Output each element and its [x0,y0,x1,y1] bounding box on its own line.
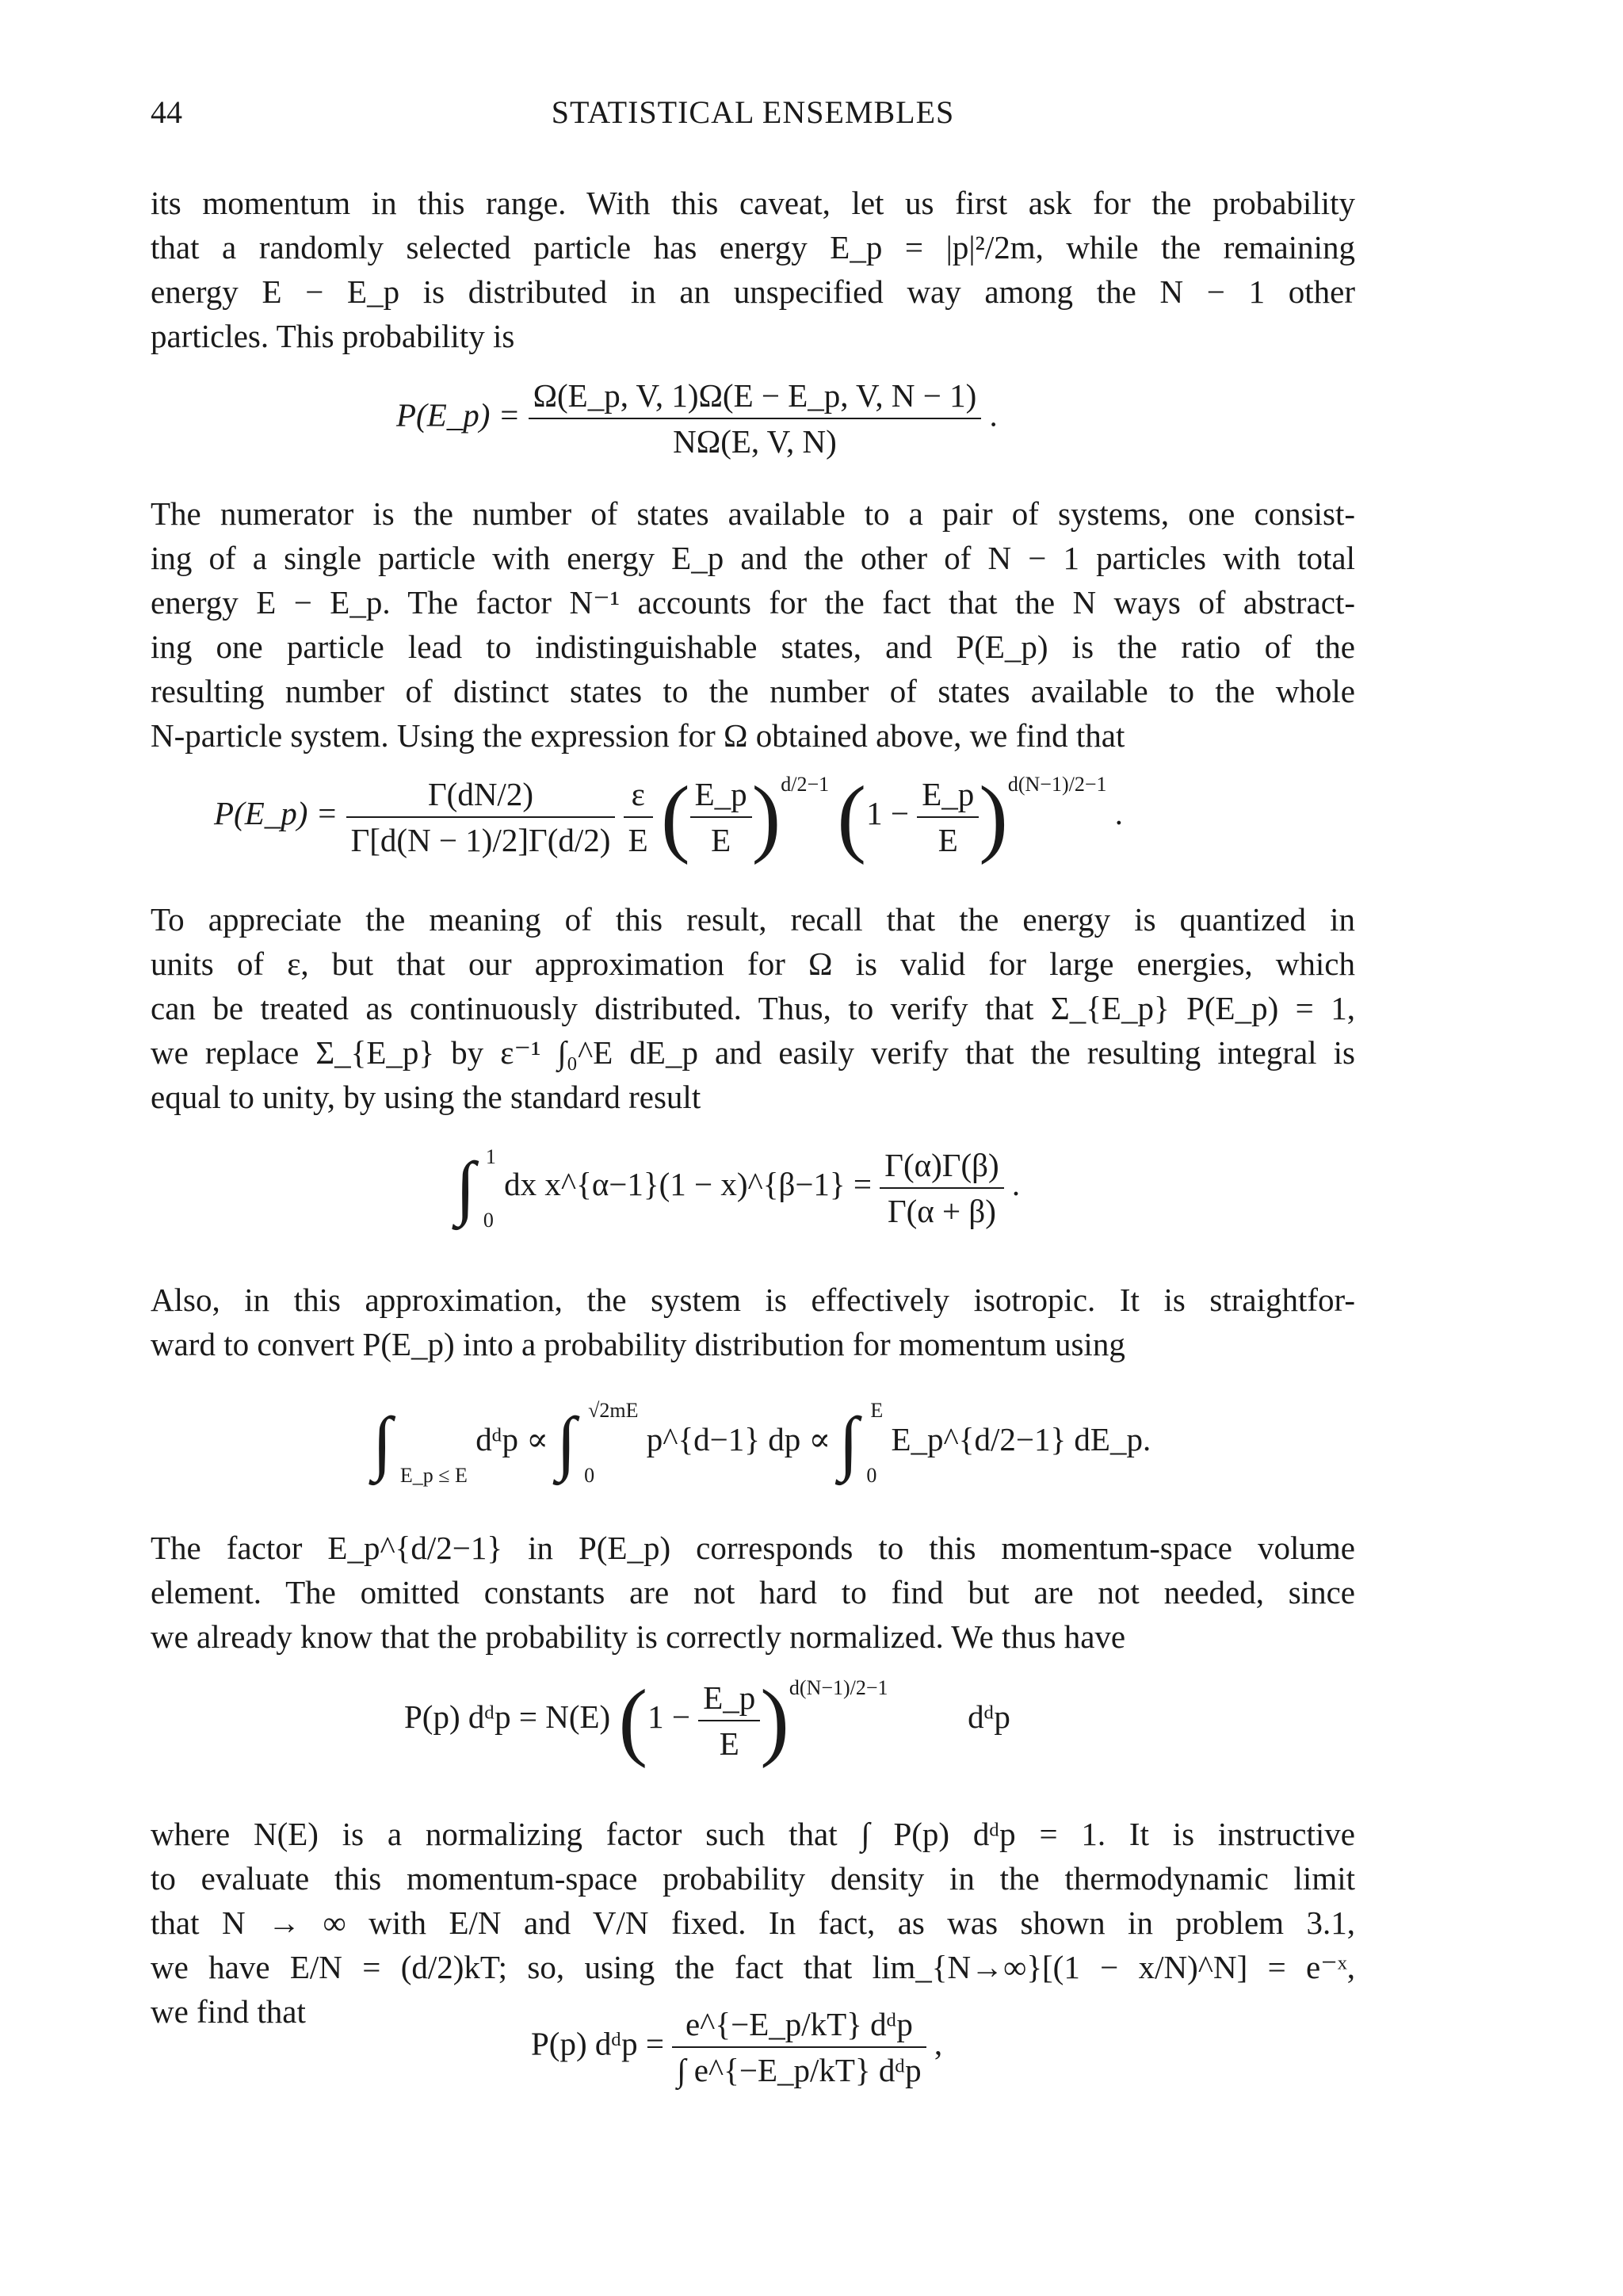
exponent: d(N−1)/2−1 [789,1676,888,1699]
integrand: dx x^{α−1}(1 − x)^{β−1} = [504,1166,872,1202]
expression: 1 − [647,1698,690,1735]
integrand: dᵈp ∝ [475,1421,548,1457]
text-line: particles. This probability is [151,318,515,354]
exponent: d(N−1)/2−1 [1007,773,1107,796]
integral-sign: ∫ [556,1404,576,1483]
equation-3 [456,1145,1020,1232]
right-paren: ) [751,768,781,865]
numerator: Γ(dN/2) [346,775,616,818]
fraction [624,775,653,859]
fraction [346,775,616,859]
running-title: STATISTICAL ENSEMBLES [551,94,955,130]
exponent: d/2−1 [781,773,830,796]
text-line: can be treated as continuously distributed. Thus, to verify that Σ_{E_p} P(E_p) = 1, [151,990,1355,1026]
equation-lhs: P(E_p) = [214,795,338,831]
denominator: E [719,1725,739,1762]
paragraph-3 [151,897,1355,1119]
paragraph-6 [151,1812,1355,2034]
text-line: The numerator is the number of states available to a pair of systems, one consist- [151,495,1355,532]
text-line: to evaluate this momentum-space probability density in the thermodynamic limit [151,1860,1355,1897]
denominator: NΩ(E, V, N) [673,423,837,460]
left-paren: ( [618,1671,648,1769]
integral-lower-limit: 0 [584,1464,595,1487]
equation-punctuation: . [1011,1166,1021,1202]
fraction [690,775,752,859]
equation-punctuation: . [989,396,998,434]
equation-lhs: P(p) dᵈp = N(E) [404,1698,611,1735]
text-line: equal to unity, by using the standard result [151,1079,701,1115]
differential: dᵈp [968,1698,1010,1735]
text-line: energy E − E_p. The factor N⁻¹ accounts for the fact that the N ways of abstract- [151,584,1355,621]
text-line: we have E/N = (d/2)kT; so, using the fact that lim_{N→∞}[(1 − x/N)^N] = e⁻ˣ, [151,1949,1355,1985]
integral-lower-limit: 0 [483,1209,494,1232]
left-paren: ( [837,768,867,865]
integral-upper-limit: 1 [485,1145,496,1168]
integrand: E_p^{d/2−1} dE_p. [891,1421,1151,1457]
text-line: we replace Σ_{E_p} by ε⁻¹ ∫₀^E dE_p and easily verify that the resulting integral is [151,1034,1355,1071]
integral-lower-limit: E_p ≤ E [399,1464,468,1487]
numerator: e^{−E_p/kT} dᵈp [672,2005,926,2048]
text-line: energy E − E_p is distributed in an unspecified way among the N − 1 other [151,273,1355,310]
page-number: 44 [151,94,182,130]
integral-sign: ∫ [456,1148,475,1228]
numerator: Ω(E_p, V, 1)Ω(E − E_p, V, N − 1) [529,376,982,419]
fraction [880,1146,1003,1230]
right-paren: ) [979,768,1008,865]
integral-sign: ∫ [372,1404,392,1483]
paragraph-5 [151,1526,1355,1659]
equation-1 [396,376,998,460]
text-line: N-particle system. Using the expression for Ω obtained above, we find that [151,717,1125,754]
numerator: E_p [690,775,752,818]
integral-upper-limit: E [870,1399,884,1422]
denominator: E [938,821,958,858]
integral-lower-limit: 0 [866,1464,877,1487]
paragraph-2 [151,491,1355,758]
integrand: p^{d−1} dp ∝ [646,1421,831,1457]
denominator: Γ(α + β) [887,1192,996,1229]
fraction [698,1679,760,1763]
equation-lhs: P(p) dᵈp = [531,2025,664,2062]
numerator: Γ(α)Γ(β) [880,1146,1003,1189]
denominator: E [628,821,648,858]
integral-upper-limit: √2mE [588,1399,639,1422]
numerator: E_p [917,775,979,818]
right-paren: ) [760,1671,789,1769]
text-line: that a randomly selected particle has energy E_p = |p|²/2m, while the remaining [151,229,1355,266]
equation-5 [404,1671,1010,1769]
fraction [917,775,979,859]
text-line: ing one particle lead to indistinguishable states, and P(E_p) is the ratio of the [151,628,1355,665]
equation-2 [214,768,1124,865]
denominator: ∫ e^{−E_p/kT} dᵈp [677,2052,922,2088]
equation-6 [531,2005,942,2089]
text-line: ward to convert P(E_p) into a probability distribution for momentum using [151,1326,1125,1362]
text-line: its momentum in this range. With this caveat, let us first ask for the probability [151,185,1355,221]
equation-4 [372,1399,1151,1488]
page-header [151,94,1355,141]
numerator: ε [624,775,653,818]
text-line: The factor E_p^{d/2−1} in P(E_p) corresponds to this momentum-space volume [151,1530,1355,1566]
integral-sign: ∫ [838,1404,859,1483]
fraction [672,2005,926,2089]
expression: 1 − [866,795,909,831]
left-paren: ( [660,768,690,865]
text-line: element. The omitted constants are not hard to find but are not needed, since [151,1574,1355,1610]
paragraph-4 [151,1278,1355,1366]
numerator: E_p [698,1679,760,1721]
text-line: resulting number of distinct states to the number of states available to the whole [151,673,1355,709]
text-line: Also, in this approximation, the system is effectively isotropic. It is straightfor- [151,1282,1355,1318]
text-line: where N(E) is a normalizing factor such that ∫ P(p) dᵈp = 1. It is instructive [151,1816,1355,1852]
equation-punctuation: , [934,2025,943,2062]
denominator: Γ[d(N − 1)/2]Γ(d/2) [350,821,611,858]
text-line: ing of a single particle with energy E_p and the other of N − 1 particles with total [151,540,1355,576]
paragraph-1 [151,181,1355,358]
denominator: E [711,821,731,858]
text-line: we already know that the probability is correctly normalized. We thus have [151,1618,1126,1655]
fraction [529,376,982,460]
text-line: units of ε, but that our approximation for Ω is valid for large energies, which [151,946,1355,982]
text-line: that N → ∞ with E/N and V/N fixed. In fact, as was shown in problem 3.1, [151,1904,1355,1941]
text-line: To appreciate the meaning of this result, recall that the energy is quantized in [151,901,1355,938]
equation-lhs: P(E_p) = [396,396,521,434]
equation-punctuation: . [1114,795,1124,831]
text-line: we find that [151,1993,306,2030]
